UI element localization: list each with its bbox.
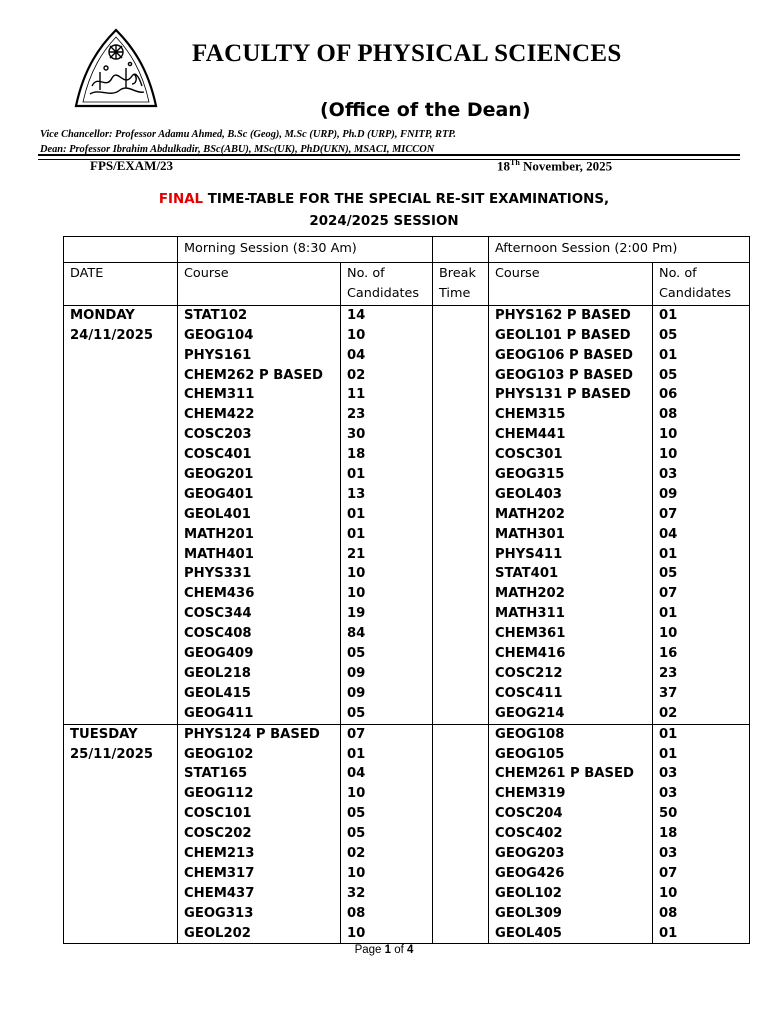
day-name: MONDAY [70, 307, 135, 323]
afternoon-count: 08 [659, 905, 678, 921]
morning-count: 10 [347, 586, 366, 602]
candidates-header-afternoon-line2: Candidates [659, 286, 732, 302]
break-cell [433, 724, 489, 944]
morning-counts-cell [341, 724, 433, 944]
page-prefix: Page [354, 944, 385, 956]
afternoon-count: 06 [659, 387, 678, 403]
morning-course: GEOG104 [184, 327, 254, 343]
afternoon-course: PHYS411 [495, 546, 563, 562]
afternoon-count: 23 [659, 665, 678, 681]
morning-count: 23 [347, 407, 366, 423]
header-rule-thick [38, 154, 740, 156]
day-date: 24/11/2025 [70, 327, 154, 343]
title-rest: TIME-TABLE FOR THE SPECIAL RE-SIT EXAMINATIONS, [203, 192, 610, 207]
page-current: 1 [384, 944, 392, 956]
afternoon-course: PHYS162 P BASED [495, 307, 631, 323]
morning-course: COSC202 [184, 826, 252, 842]
morning-course: CHEM436 [184, 586, 255, 602]
exam-timetable [63, 236, 750, 944]
morning-count: 32 [347, 885, 366, 901]
morning-count: 09 [347, 685, 366, 701]
afternoon-course: GEOG105 [495, 746, 565, 762]
page-of: of [391, 944, 408, 956]
day-rows [64, 305, 750, 944]
morning-count: 18 [347, 447, 366, 463]
morning-count: 11 [347, 387, 366, 403]
morning-course: CHEM437 [184, 885, 255, 901]
morning-session-header: Morning Session (8:30 Am) [178, 237, 433, 263]
afternoon-course: CHEM261 P BASED [495, 766, 634, 782]
column-header-row [64, 262, 750, 305]
day-row [64, 724, 750, 944]
session-header-row [64, 237, 750, 263]
afternoon-count: 03 [659, 467, 678, 483]
morning-course: PHYS161 [184, 347, 252, 363]
afternoon-course: GEOG203 [495, 845, 565, 861]
afternoon-count: 05 [659, 327, 678, 343]
afternoon-course: CHEM416 [495, 646, 566, 662]
morning-count: 21 [347, 546, 366, 562]
afternoon-count: 01 [659, 307, 678, 323]
morning-count: 04 [347, 347, 366, 363]
afternoon-course: CHEM319 [495, 786, 566, 802]
break-header [433, 262, 489, 305]
afternoon-counts-cell [653, 305, 750, 724]
afternoon-course: GEOG214 [495, 705, 565, 721]
morning-count: 10 [347, 566, 366, 582]
morning-course: GEOL401 [184, 506, 251, 522]
afternoon-count: 18 [659, 826, 678, 842]
afternoon-count: 50 [659, 806, 678, 822]
page-total: 4 [407, 944, 414, 956]
afternoon-course: GEOG315 [495, 467, 565, 483]
afternoon-course: PHYS131 P BASED [495, 387, 631, 403]
afternoon-count: 01 [659, 546, 678, 562]
morning-count: 09 [347, 665, 366, 681]
dean-line: Dean: Professor Ibrahim Abdulkadir, BSc(ABU), MSc(UK), PhD(UKN), MSACI, MICCON [40, 144, 435, 155]
afternoon-course: STAT401 [495, 566, 559, 582]
afternoon-count: 01 [659, 347, 678, 363]
afternoon-courses-cell [489, 305, 653, 724]
day-cell [64, 724, 178, 944]
day-date: 25/11/2025 [70, 746, 154, 762]
morning-course: CHEM262 P BASED [184, 367, 323, 383]
morning-count: 04 [347, 766, 366, 782]
afternoon-course: COSC204 [495, 806, 563, 822]
morning-count: 02 [347, 367, 366, 383]
morning-count: 30 [347, 427, 366, 443]
blank-cell [433, 237, 489, 263]
course-header-afternoon [489, 262, 653, 305]
morning-course: GEOL202 [184, 925, 251, 941]
morning-count: 01 [347, 506, 366, 522]
reference-number: FPS/EXAM/23 [90, 158, 174, 173]
date-header-text: DATE [70, 265, 104, 281]
afternoon-counts-cell [653, 724, 750, 944]
afternoon-course: COSC212 [495, 665, 563, 681]
afternoon-count: 10 [659, 427, 678, 443]
afternoon-count: 07 [659, 506, 678, 522]
break-header-line1: Break [439, 265, 476, 281]
afternoon-count: 10 [659, 885, 678, 901]
candidates-header-line1: No. of [347, 265, 385, 281]
morning-course: CHEM317 [184, 865, 255, 881]
morning-course: GEOG401 [184, 486, 254, 502]
morning-count: 10 [347, 865, 366, 881]
morning-course: GEOG201 [184, 467, 254, 483]
morning-course: MATH201 [184, 526, 254, 542]
document-date [497, 158, 612, 174]
afternoon-count: 02 [659, 705, 678, 721]
date-suffix: Th [510, 158, 520, 167]
candidates-header-line2: Candidates [347, 286, 420, 302]
afternoon-course: MATH202 [495, 586, 565, 602]
morning-count: 05 [347, 826, 366, 842]
afternoon-count: 03 [659, 845, 678, 861]
course-header-text: Course [184, 265, 229, 281]
afternoon-count: 07 [659, 865, 678, 881]
candidates-header-afternoon-line1: No. of [659, 265, 697, 281]
afternoon-course: GEOG103 P BASED [495, 367, 633, 383]
afternoon-count: 03 [659, 766, 678, 782]
morning-count: 10 [347, 327, 366, 343]
afternoon-course: GEOL405 [495, 925, 562, 941]
university-logo [70, 28, 162, 110]
afternoon-count: 37 [659, 685, 678, 701]
course-header [178, 262, 341, 305]
afternoon-count: 01 [659, 606, 678, 622]
afternoon-count: 07 [659, 586, 678, 602]
morning-course: PHYS124 P BASED [184, 726, 320, 742]
timetable-title [0, 192, 768, 207]
day-row [64, 305, 750, 724]
afternoon-course: CHEM315 [495, 407, 566, 423]
afternoon-courses-cell [489, 724, 653, 944]
morning-count: 01 [347, 746, 366, 762]
morning-count: 05 [347, 646, 366, 662]
morning-counts-cell [341, 305, 433, 724]
faculty-title: FACULTY OF PHYSICAL SCIENCES [192, 40, 622, 67]
morning-course: GEOL415 [184, 685, 251, 701]
morning-count: 05 [347, 705, 366, 721]
morning-course: COSC408 [184, 626, 252, 642]
afternoon-count: 04 [659, 526, 678, 542]
morning-course: MATH401 [184, 546, 254, 562]
morning-count: 01 [347, 467, 366, 483]
morning-count: 05 [347, 806, 366, 822]
page-number [0, 944, 768, 956]
afternoon-count: 10 [659, 447, 678, 463]
office-subtitle: (Office of the Dean) [320, 99, 531, 121]
afternoon-course: CHEM441 [495, 427, 566, 443]
afternoon-course: GEOL309 [495, 905, 562, 921]
session-title: 2024/2025 SESSION [309, 214, 459, 229]
date-rest: November, 2025 [519, 158, 613, 174]
afternoon-course: GEOL101 P BASED [495, 327, 631, 343]
date-day: 18 [497, 158, 510, 174]
morning-count: 14 [347, 307, 366, 323]
morning-count: 02 [347, 845, 366, 861]
afternoon-count: 05 [659, 566, 678, 582]
afternoon-course: GEOG426 [495, 865, 565, 881]
morning-course: STAT165 [184, 766, 248, 782]
afternoon-course: MATH202 [495, 506, 565, 522]
afternoon-count: 03 [659, 786, 678, 802]
afternoon-course: GEOL403 [495, 486, 562, 502]
morning-course: CHEM422 [184, 407, 255, 423]
morning-course: GEOG411 [184, 705, 254, 721]
afternoon-course: GEOG106 P BASED [495, 347, 633, 363]
date-header [64, 262, 178, 305]
morning-count: 07 [347, 726, 366, 742]
morning-course: CHEM213 [184, 845, 255, 861]
afternoon-session-header: Afternoon Session (2:00 Pm) [489, 237, 750, 263]
morning-course: GEOG313 [184, 905, 254, 921]
afternoon-course: MATH301 [495, 526, 565, 542]
afternoon-count: 09 [659, 486, 678, 502]
afternoon-course: COSC402 [495, 826, 563, 842]
morning-count: 84 [347, 626, 366, 642]
break-header-line2: Time [439, 286, 471, 302]
afternoon-count: 16 [659, 646, 678, 662]
afternoon-course: GEOL102 [495, 885, 562, 901]
morning-course: PHYS331 [184, 566, 252, 582]
vice-chancellor-line: Vice Chancellor: Professor Adamu Ahmed, B.Sc (Geog), M.Sc (URP), Ph.D (URP), FNITP, RTP. [40, 129, 456, 140]
morning-count: 13 [347, 486, 366, 502]
afternoon-course: GEOG108 [495, 726, 565, 742]
morning-course: COSC401 [184, 447, 252, 463]
morning-course: COSC344 [184, 606, 252, 622]
afternoon-count: 08 [659, 407, 678, 423]
candidates-header [341, 262, 433, 305]
morning-course: CHEM311 [184, 387, 255, 403]
morning-course: STAT102 [184, 307, 248, 323]
afternoon-count: 01 [659, 726, 678, 742]
morning-courses-cell [178, 724, 341, 944]
morning-count: 08 [347, 905, 366, 921]
morning-count: 01 [347, 526, 366, 542]
afternoon-course: COSC301 [495, 447, 563, 463]
afternoon-course: CHEM361 [495, 626, 566, 642]
course-header-afternoon-text: Course [495, 265, 540, 281]
afternoon-course: MATH311 [495, 606, 565, 622]
afternoon-count: 01 [659, 746, 678, 762]
morning-course: GEOG112 [184, 786, 254, 802]
afternoon-count: 05 [659, 367, 678, 383]
morning-course: GEOL218 [184, 665, 251, 681]
morning-count: 10 [347, 925, 366, 941]
blank-cell [64, 237, 178, 263]
morning-course: GEOG409 [184, 646, 254, 662]
break-cell [433, 305, 489, 724]
afternoon-course: COSC411 [495, 685, 563, 701]
morning-count: 19 [347, 606, 366, 622]
day-cell [64, 305, 178, 724]
final-label: FINAL [158, 192, 204, 207]
afternoon-count: 10 [659, 626, 678, 642]
morning-courses-cell [178, 305, 341, 724]
day-name: TUESDAY [70, 726, 138, 742]
morning-course: GEOG102 [184, 746, 254, 762]
afternoon-count: 01 [659, 925, 678, 941]
morning-count: 10 [347, 786, 366, 802]
morning-course: COSC203 [184, 427, 252, 443]
morning-course: COSC101 [184, 806, 252, 822]
candidates-header-afternoon [653, 262, 750, 305]
